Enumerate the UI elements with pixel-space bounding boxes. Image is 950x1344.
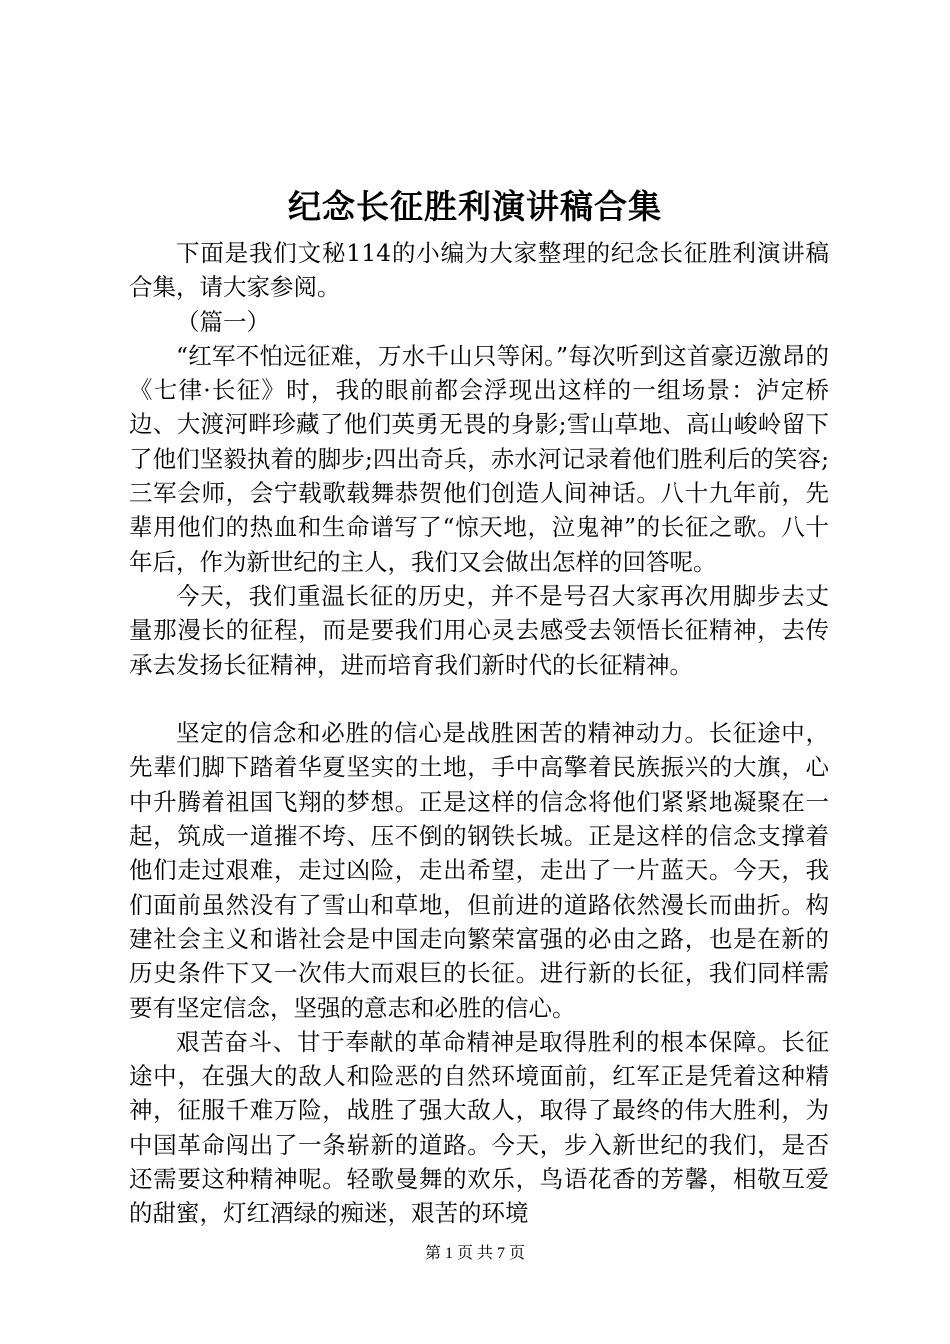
page-footer: 第 1 页 共 7 页	[424, 1245, 525, 1262]
paragraph-poem-opening: “红军不怕远征难，万水千山只等闲。”每次听到这首豪迈激昂的《七律·长征》时，我的眼前都会浮现出这样的一组场景：泸定桥边、大渡河畔珍藏了他们英勇无畏的身影;雪山草地、高山峻岭留下了他们坚毅执着的脚步;四出奇兵，赤水河记录着他们胜利后的笑容;三军会师，会宁载歌载舞恭贺他们创造人间神话。八十九年前，先辈用他们的热血和生命谱写了“惊天地，泣鬼神”的长征之歌。八十年后，作为新世纪的主人，我们又会做出怎样的回答呢。	[129, 341, 829, 576]
paragraph-hard-work: 艰苦奋斗、甘于奉献的革命精神是取得胜利的根本保障。长征途中，在强大的敌人和险恶的自然环境面前，红军正是凭着这种精神，征服千难万险，战胜了强大敌人，取得了最终的伟大胜利，为中国革命闯出了一条崭新的道路。今天，步入新世纪的我们，是否还需要这种精神呢。轻歌曼舞的欢乐，鸟语花香的芳馨，相敬互爱的甜蜜，灯红酒绿的痴迷，艰苦的环境	[129, 1027, 829, 1228]
paragraph-today: 今天，我们重温长征的历史，并不是号召大家再次用脚步去丈量那漫长的征程，而是要我们用心灵去感受去领悟长征精神，去传承去发扬长征精神，进而培育我们新时代的长征精神。	[129, 581, 829, 679]
paragraph-intro: 下面是我们文秘114的小编为大家整理的纪念长征胜利演讲稿合集，请大家参阅。	[129, 239, 829, 302]
paragraph-section-label: （篇一）	[176, 307, 270, 336]
document-title: 纪念长征胜利演讲稿合集	[288, 187, 662, 226]
document-body	[129, 236, 829, 1231]
paragraph-spacer	[129, 682, 829, 716]
paragraph-belief: 坚定的信念和必胜的信心是战胜困苦的精神动力。长征途中，先辈们脚下踏着华夏坚实的土地，手中高擎着民族振兴的大旗，心中升腾着祖国飞翔的梦想。正是这样的信念将他们紧紧地凝聚在一起，筑成一道摧不垮、压不倒的钢铁长城。正是这样的信念支撑着他们走过艰难，走过凶险，走出希望，走出了一片蓝天。今天，我们面前虽然没有了雪山和草地，但前进的道路依然漫长而曲折。构建社会主义和谐社会是中国走向繁荣富强的必由之路，也是在新的历史条件下又一次伟大而艰巨的长征。进行新的长征，我们同样需要有坚定信念，坚强的意志和必胜的信心。	[129, 719, 829, 1022]
